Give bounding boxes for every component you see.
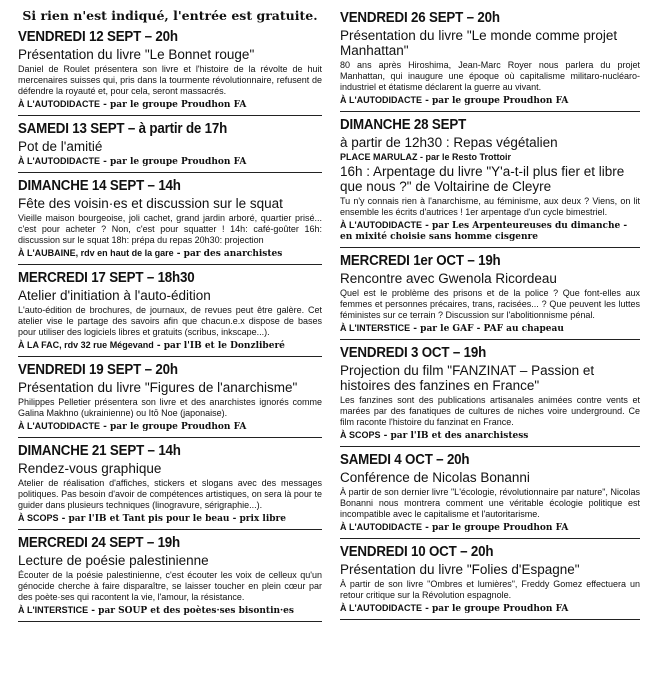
event-place bbox=[340, 603, 640, 615]
event-description: Quel est le problème des prisons et de la police ? Que font-elles aux femmes et personnes précaires, trans, racisées... ? Que peuvent les luttes féministes sur ce terrain ? Discussion sur l'abolitionnisme pénal. bbox=[340, 288, 640, 320]
event-date: MERCREDI 17 SEPT – 18h30 bbox=[18, 270, 195, 286]
event-date: MERCREDI 1er OCT – 19h bbox=[340, 253, 501, 269]
right-column bbox=[340, 8, 640, 623]
event-block bbox=[340, 8, 640, 112]
event-location: À SCOPS bbox=[18, 513, 59, 523]
event-location: À LA FAC, rdv 32 rue Mégevand bbox=[18, 340, 154, 350]
event-organizer: - par des anarchistes bbox=[173, 249, 283, 259]
event-title: à partir de 12h30 : Repas végétalien bbox=[340, 135, 558, 150]
left-column bbox=[18, 8, 322, 625]
event-organizer: - par le groupe Proudhon FA bbox=[421, 96, 569, 106]
event-place bbox=[18, 340, 322, 352]
event-block bbox=[18, 441, 322, 530]
event-block bbox=[340, 251, 640, 340]
event-place bbox=[18, 156, 322, 168]
event-block bbox=[18, 533, 322, 622]
event-location: À L'INTERSTICE bbox=[18, 605, 89, 615]
event-date: DIMANCHE 14 SEPT – 14h bbox=[18, 178, 181, 194]
event-title: Rendez-vous graphique bbox=[18, 461, 162, 476]
event-location: À L'AUTODIDACTE bbox=[18, 99, 100, 109]
event-location: À L'AUTODIDACTE bbox=[18, 156, 100, 166]
event-title: Pot de l'amitié bbox=[18, 139, 103, 154]
event-date: VENDREDI 3 OCT – 19h bbox=[340, 345, 487, 361]
event-place bbox=[340, 220, 640, 243]
event-block bbox=[18, 360, 322, 438]
event-description: Vieille maison bourgeoise, joli cachet, grand jardin arboré, quartier prisé... c'est pour acheter ? Non, c'est pour squatter ! 14h: café-goûter 16h: discussion sur le squat 18h: prépa du repas 20h30: projection bbox=[18, 213, 322, 245]
event-description: Écouter de la poésie palestinienne, c'est écouter les voix de celleux qu'un génocide cherche à faire disparaître, se laisser toucher en plein cœur par des poète·ses qui racontent la vie, l'amour, la résistance. bbox=[18, 570, 322, 602]
event-sub-location: PLACE MARULAZ - par le Resto Trottoir bbox=[340, 152, 512, 162]
event-description: Les fanzines sont des publications artisanales animées contre vents et marées par des fanatiques de cultures de niches voire underground. Ce film raconte l'histoire du fanzinat en France. bbox=[340, 395, 640, 427]
event-block bbox=[18, 119, 322, 173]
event-description: Tu n'y connais rien à l'anarchisme, au féminisme, aux deux ? Viens, on lit ensemble les écrits d'autrices ! 1er arpentage d'un cycle bimestriel. bbox=[340, 196, 640, 217]
event-block bbox=[340, 542, 640, 620]
event-organizer: - par l'IB et Tant pis pour le beau - prix libre bbox=[58, 514, 287, 524]
event-block bbox=[340, 115, 640, 248]
event-block bbox=[18, 176, 322, 265]
event-place bbox=[18, 248, 322, 260]
event-block bbox=[340, 343, 640, 447]
event-title-secondary: 16h : Arpentage du livre "Y'a-t-il plus fier et libre que nous ?" de Voltairine de Cleyre bbox=[340, 164, 625, 194]
event-location: À L'AUTODIDACTE bbox=[340, 603, 422, 613]
event-place bbox=[340, 522, 640, 534]
event-organizer: - par Les Arpenteureuses du dimanche - en mixité choisie sans homme cisgenre bbox=[340, 221, 628, 242]
event-description: Philippes Pelletier présentera son livre et des anarchistes ignorés comme Galina Makhno (ukrainienne) ou Itō Noe (japonaise). bbox=[18, 397, 322, 418]
event-organizer: - par le GAF - PAF au chapeau bbox=[410, 324, 564, 334]
event-block bbox=[340, 450, 640, 539]
event-organizer: - par le groupe Proudhon FA bbox=[421, 604, 569, 614]
free-entry-notice: Si rien n'est indiqué, l'entrée est gratuite. bbox=[22, 8, 318, 23]
event-date: SAMEDI 13 SEPT – à partir de 17h bbox=[18, 121, 228, 137]
event-description: L'auto-édition de brochures, de journaux, de revues peut être galère. Cet atelier vise le partage des savoirs afin que chacun.e.x dispose de bases pour utiliser des logiciels libres et gratuits (scribus, inkscape...). bbox=[18, 305, 322, 337]
event-organizer: - par le groupe Proudhon FA bbox=[99, 157, 247, 167]
event-date: VENDREDI 19 SEPT – 20h bbox=[18, 362, 178, 378]
event-date: DIMANCHE 28 SEPT bbox=[340, 117, 467, 133]
event-location: À L'AUTODIDACTE bbox=[340, 95, 422, 105]
event-description: 80 ans après Hiroshima, Jean-Marc Royer nous parlera du projet Manhattan, qui inaugure une époque où capitalisme militaro-nucléaro-industriel et étatisme déclarent la guerre au vivant. bbox=[340, 60, 640, 92]
event-title: Présentation du livre "Le monde comme projet Manhattan" bbox=[340, 28, 618, 58]
event-description: À partir de son livre "Ombres et lumières", Freddy Gomez effectuera un retour critique sur la Révolution espagnole. bbox=[340, 579, 640, 600]
event-title: Fête des voisin·es et discussion sur le squat bbox=[18, 196, 283, 211]
event-title: Conférence de Nicolas Bonanni bbox=[340, 470, 530, 485]
event-organizer: - par le groupe Proudhon FA bbox=[421, 523, 569, 533]
event-organizer: - par SOUP et des poètes·ses bisontin·es bbox=[88, 606, 294, 616]
event-place bbox=[18, 605, 322, 617]
event-place bbox=[340, 430, 640, 442]
event-location: À L'AUBAINE, rdv en haut de la gare bbox=[18, 248, 174, 258]
event-location: À L'AUTODIDACTE bbox=[18, 421, 100, 431]
event-title: Présentation du livre "Folies d'Espagne" bbox=[340, 562, 580, 577]
event-location: À L'INTERSTICE bbox=[340, 323, 411, 333]
event-location: À L'AUTODIDACTE bbox=[340, 220, 422, 230]
event-title: Atelier d'initiation à l'auto-édition bbox=[18, 288, 211, 303]
event-title: Présentation du livre "Le Bonnet rouge" bbox=[18, 47, 255, 62]
event-description: À partir de son dernier livre "L'écologie, révolutionnaire par nature", Nicolas Bonanni nous montrera comment une véritable écologie politique est incompatible avec le capitalisme et l'autoritarisme. bbox=[340, 487, 640, 519]
event-description: Atelier de réalisation d'affiches, stickers et slogans avec des messages politiques. Pas besoin d'avoir de compétences artistiques, on sera là pour te guider dans plusieurs techniques (linogravure, sérigraphie...). bbox=[18, 478, 322, 510]
event-title: Lecture de poésie palestinienne bbox=[18, 553, 209, 568]
event-organizer: - par le groupe Proudhon FA bbox=[99, 422, 247, 432]
event-place bbox=[340, 323, 640, 335]
event-title: Présentation du livre "Figures de l'anarchisme" bbox=[18, 380, 298, 395]
event-block bbox=[18, 27, 322, 116]
event-organizer: - par l'IB et des anarchistess bbox=[380, 431, 529, 441]
event-place bbox=[18, 513, 322, 525]
event-date: VENDREDI 10 OCT – 20h bbox=[340, 544, 494, 560]
event-description: Daniel de Roulet présentera son livre et l'histoire de la révolte de huit mercenaires suisses qui, pris dans la tourmente révolutionnaire, refusent de défendre la royauté et, pour cela, seront massacrés. bbox=[18, 64, 322, 96]
event-date: MERCREDI 24 SEPT – 19h bbox=[18, 535, 181, 551]
event-location: À SCOPS bbox=[340, 430, 381, 440]
event-place bbox=[18, 421, 322, 433]
event-block bbox=[18, 268, 322, 357]
event-place bbox=[340, 95, 640, 107]
event-date: DIMANCHE 21 SEPT – 14h bbox=[18, 443, 181, 459]
event-organizer: - par le groupe Proudhon FA bbox=[99, 100, 247, 110]
event-date: VENDREDI 26 SEPT – 20h bbox=[340, 10, 500, 26]
event-title: Projection du film "FANZINAT – Passion et histoires des fanzines en France" bbox=[340, 363, 595, 393]
event-organizer: - par l'IB et le Donzliberé bbox=[153, 341, 285, 351]
event-place bbox=[18, 99, 322, 111]
event-location: À L'AUTODIDACTE bbox=[340, 522, 422, 532]
event-date: SAMEDI 4 OCT – 20h bbox=[340, 452, 470, 468]
event-title: Rencontre avec Gwenola Ricordeau bbox=[340, 271, 557, 286]
event-date: VENDREDI 12 SEPT – 20h bbox=[18, 29, 178, 45]
